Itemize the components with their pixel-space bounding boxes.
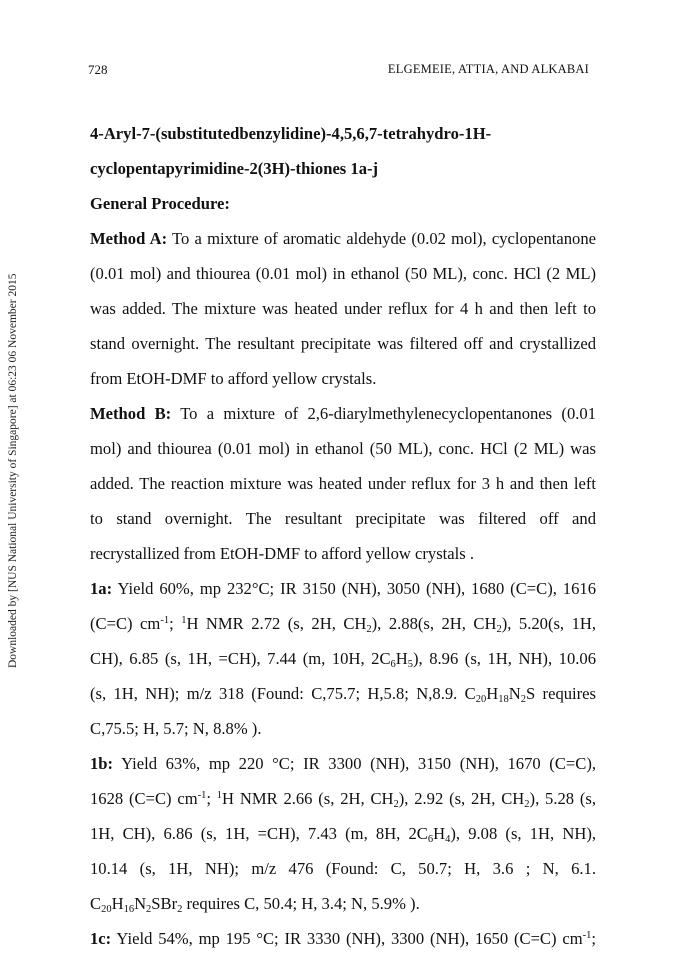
method-b-line: mol) and thiourea (0.01 mol) in ethanol (50 ML), conc. HCl (2 ML) was [90,439,596,458]
method-a-line: stand overnight. The resultant precipitate was filtered off and crystallized [90,334,596,353]
entry-1a-line: CH), 6.85 (s, 1H, =CH), 7.44 (m, 10H, $2C_6H_5$), 8.96 (s, 1H, NH), 10.06 [90,649,596,670]
entry-1b-line: 1b: Yield 63%, mp 220 °C; IR 3300 (NH), 3150 (NH), 1670 (C=C), [90,754,596,773]
entry-1a-line: (C=C) $cm^{-1}$; $^1$H NMR 2.72 (s, 2H, $CH_2$), 2.88(s, 2H, $CH_2$), 5.20(s, 1H, [90,614,597,635]
entry-1c-label: 1c: [90,929,112,948]
method-a-label: Method A: [90,229,168,248]
entry-1b-line: 1628 (C=C) $cm^{-1}$; $^1$H NMR 2.66 (s, 2H, $CH_2$), 2.92 (s, 2H, $CH_2$), 5.28 (s, [90,789,596,810]
method-a-line: Method A: To a mixture of aromatic aldehyde (0.02 mol), cyclopentanone [90,229,596,248]
method-b-line: Method B: To a mixture of 2,6-diarylmethylenecyclopentanones (0.01 [90,404,596,423]
entry-1c-line: 1c: Yield 54%, mp 195 °C; IR 3330 (NH), 3300 (NH), 1650 (C=C) $cm^{-1}$; [90,929,596,948]
method-a-line: was added. The mixture was heated under reflux for 4 h and then left to [90,299,596,318]
method-b-line: to stand overnight. The resultant precipitate was filtered off and [90,509,596,528]
entry-1a-line: C,75.5; H, 5.7; N, 8.8% ). [90,719,262,738]
running-head: ELGEMEIE, ATTIA, AND ALKABAI [387,62,589,76]
method-a-line: from EtOH-DMF to afford yellow crystals. [90,369,377,388]
method-b-label: Method B: [90,404,172,423]
general-procedure-heading: General Procedure: [90,194,230,213]
method-a-line: (0.01 mol) and thiourea (0.01 mol) in ethanol (50 ML), conc. HCl (2 ML) [90,264,596,283]
method-b-line: added. The reaction mixture was heated under reflux for 3 h and then left [90,474,596,493]
entry-1b-label: 1b: [90,754,114,773]
entry-1a-line: (s, 1H, NH); m/z 318 (Found: C,75.7; H,5.8; N,8.9. $C_{20}H_{18}N_2S$ requires [90,684,596,705]
section-title-line-1: 4-Aryl-7-(substitutedbenzylidine)-4,5,6,7-tetrahydro-1H- [90,124,492,143]
entry-1a-label: 1a: [90,579,113,598]
entry-1b-line: 10.14 (s, 1H, NH); m/z 476 (Found: C, 50.7; H, 3.6 ; N, 6.1. [90,859,596,878]
download-side-note: Downloaded by [NUS National University of Singapore] at 06:23 06 November 2015 [7,273,19,668]
entry-1b-line: $C_{20}H_{16}N_2SBr_2$ requires C, 50.4; H, 3.4; N, 5.9% ). [90,894,420,915]
page-number: 728 [88,62,108,77]
entry-1a-line: 1a: Yield 60%, mp 232°C; IR 3150 (NH), 3050 (NH), 1680 (C=C), 1616 [90,579,596,598]
entry-1b-line: 1H, CH), 6.86 (s, 1H, =CH), 7.43 (m, 8H, $2C_6H_4$), 9.08 (s, 1H, NH), [90,824,596,845]
section-title-line-2: cyclopentapyrimidine-2(3H)-thiones 1a-j [90,159,379,178]
method-b-line: recrystallized from EtOH-DMF to afford yellow crystals . [90,544,475,563]
